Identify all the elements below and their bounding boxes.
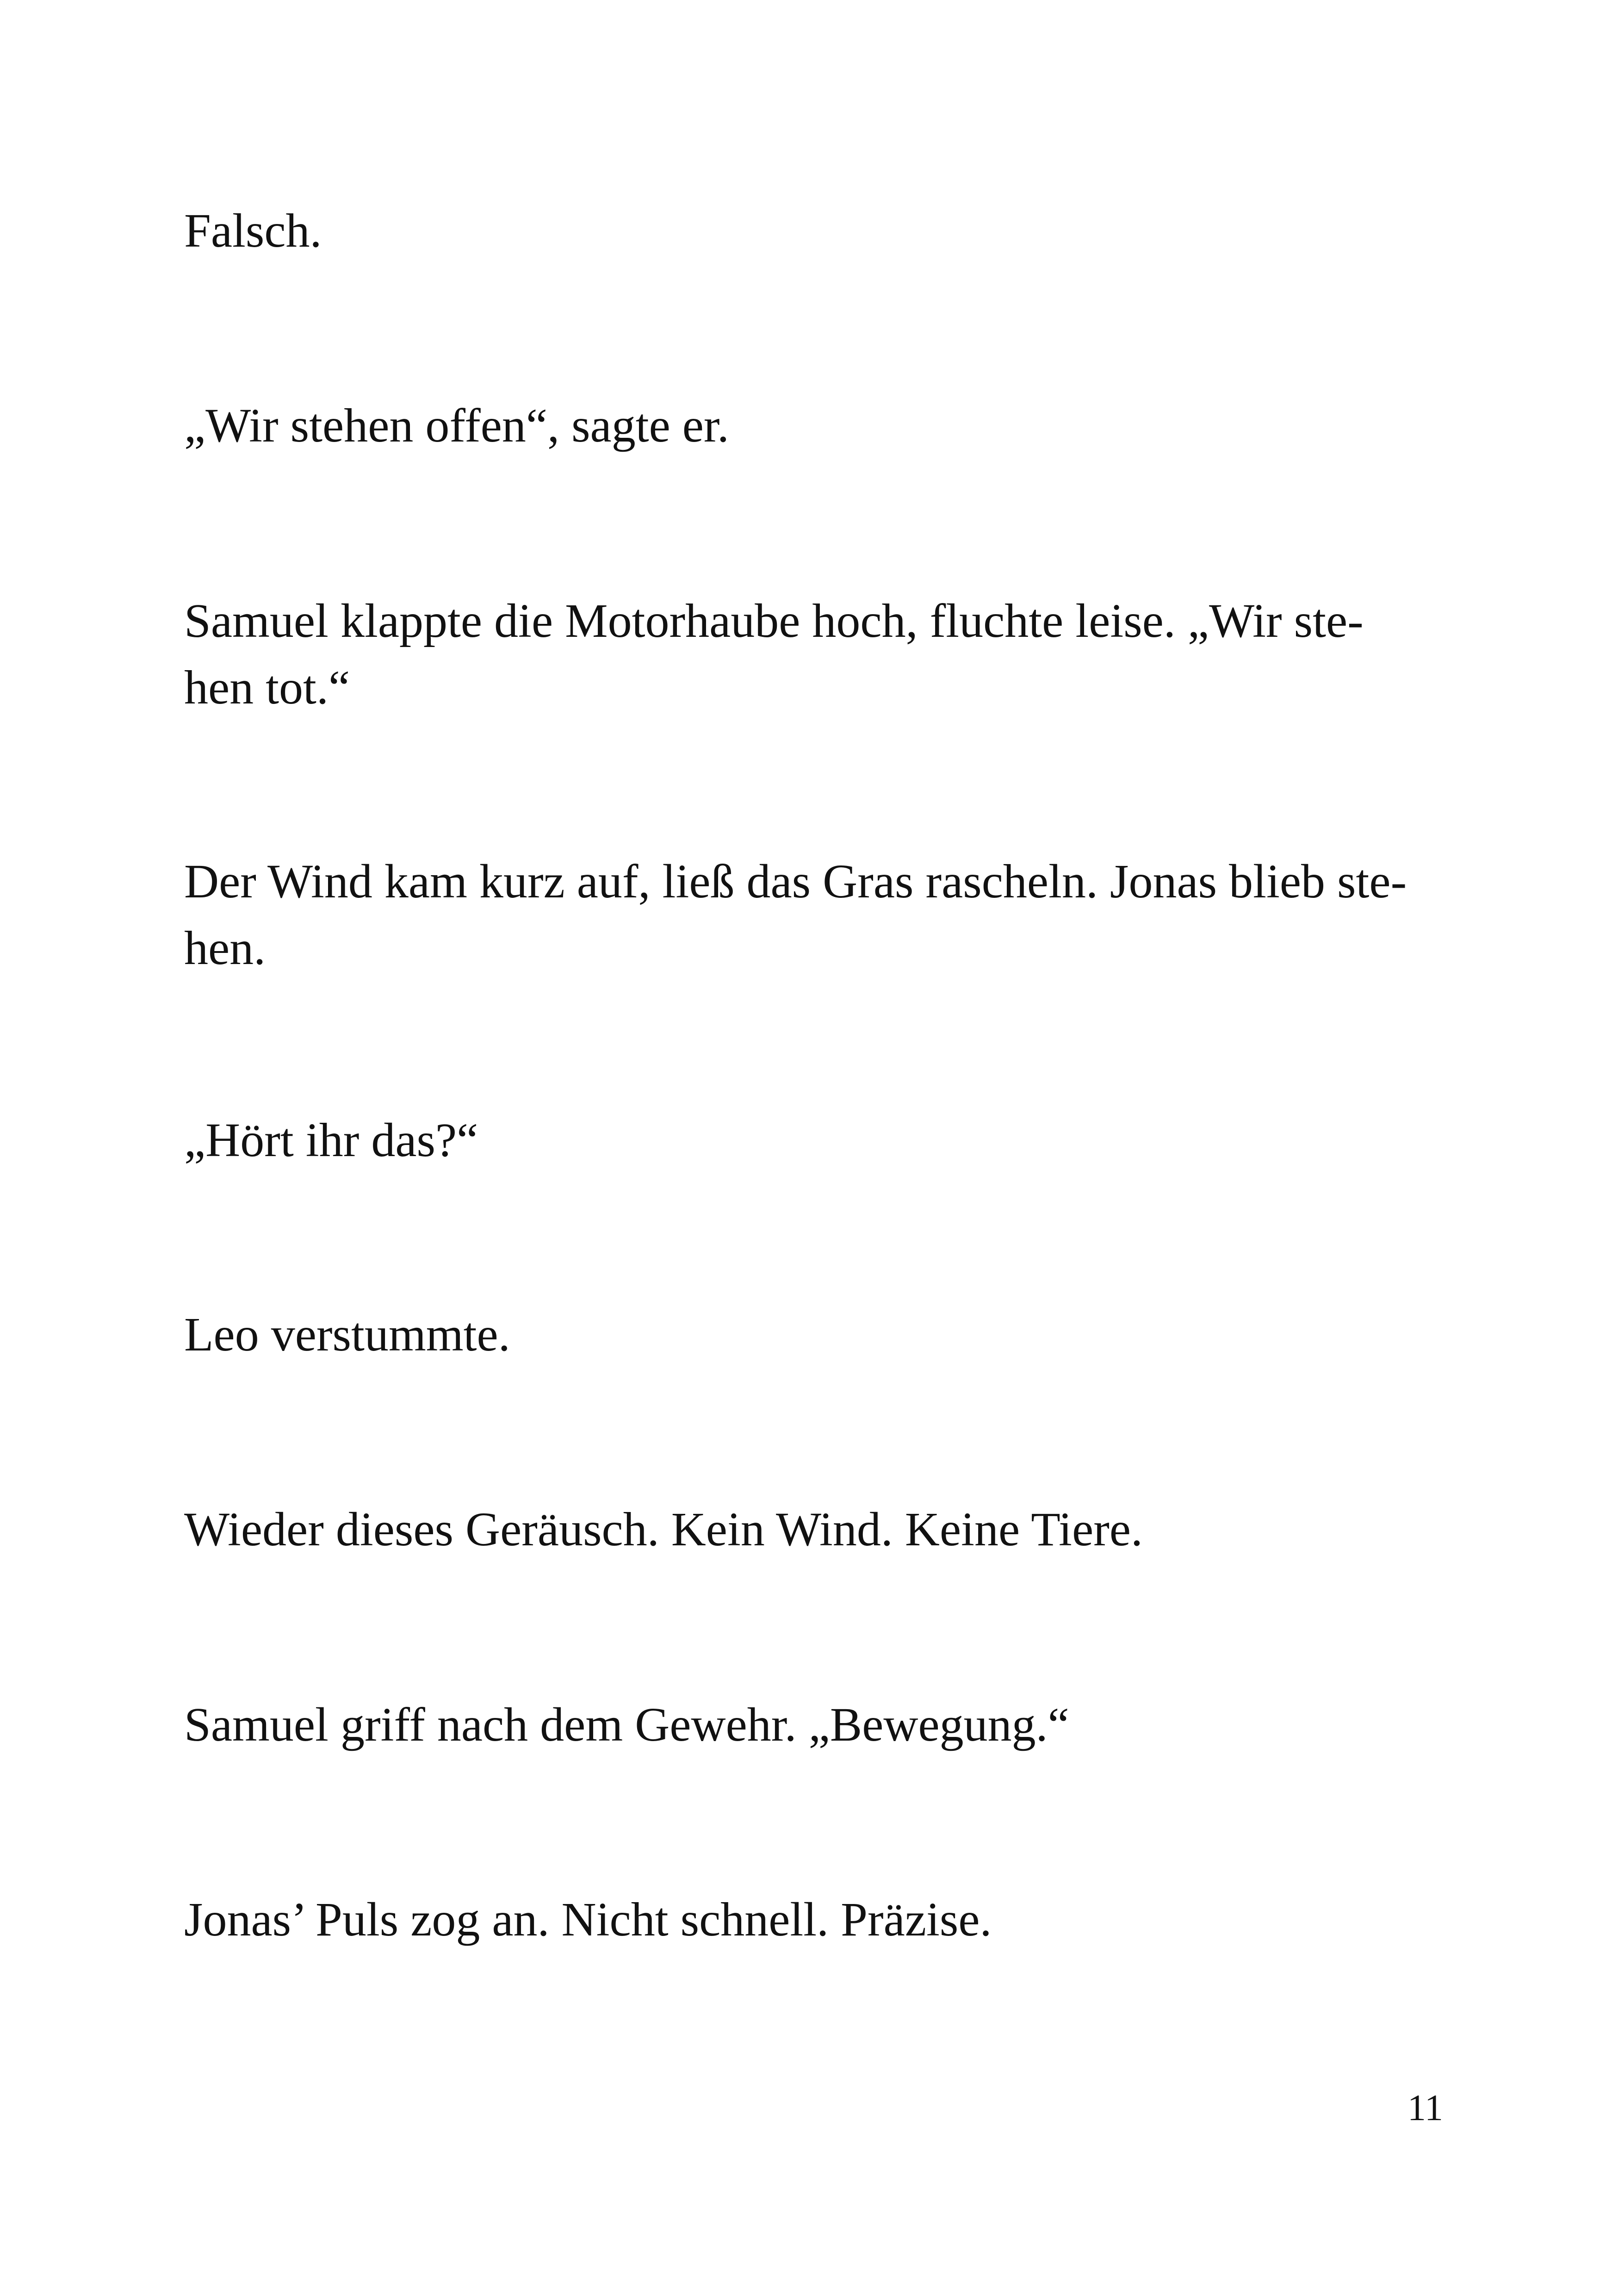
paragraph-1 — [184, 198, 1445, 264]
page-number: 11 — [1407, 2088, 1443, 2128]
paragraph-8 — [184, 1692, 1445, 1758]
paragraph-3 — [184, 588, 1445, 721]
paragraph-line: Jonas’ Puls zog an. Nicht schnell. Präzise. — [184, 1893, 992, 1946]
paragraph-line: hen. — [184, 921, 266, 975]
paragraph-line: Samuel klappte die Motorhaube hoch, fluchte leise. „Wir ste- — [184, 594, 1364, 647]
paragraph-line: Leo verstummte. — [184, 1308, 510, 1361]
paragraph-line: Der Wind kam kurz auf, ließ das Gras rascheln. Jonas blieb ste- — [184, 855, 1407, 908]
paragraph-line: „Hört ihr das?“ — [184, 1114, 478, 1167]
paragraph-line: Samuel griff nach dem Gewehr. „Bewegung.“ — [184, 1698, 1069, 1751]
paragraph-line: Wieder dieses Geräusch. Kein Wind. Keine Tiere. — [184, 1503, 1143, 1556]
paragraph-line: „Wir stehen offen“, sagte er. — [184, 399, 729, 452]
paragraph-4 — [184, 848, 1445, 982]
paragraph-5 — [184, 1107, 1445, 1174]
paragraph-line: hen tot.“ — [184, 661, 350, 714]
paragraph-line: Falsch. — [184, 204, 322, 257]
paragraph-9 — [184, 1886, 1445, 1953]
paragraph-2 — [184, 392, 1445, 459]
paragraph-7 — [184, 1496, 1445, 1563]
paragraph-6 — [184, 1301, 1445, 1368]
